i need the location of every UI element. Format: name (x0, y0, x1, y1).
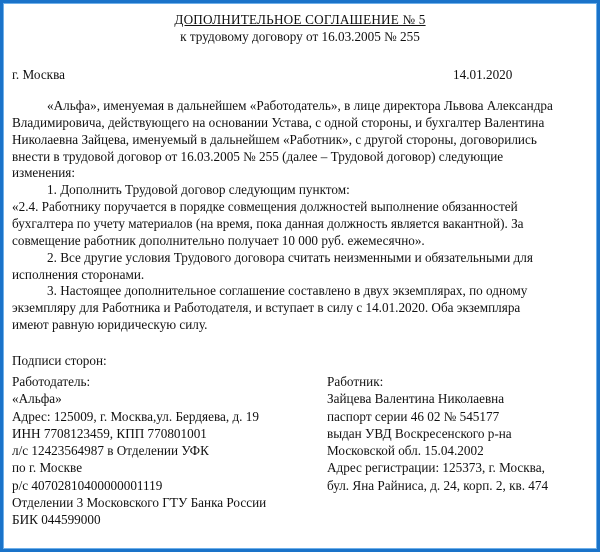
employer-line: Отделении 3 Московского ГТУ Банка России (12, 495, 267, 511)
body-line: бухгалтера по учету материалов (на время, пока данная должность является вакантной). За (12, 216, 524, 231)
employee-block (327, 373, 548, 494)
employer-block (12, 373, 266, 529)
body-line: «2.4. Работнику поручается в порядке совмещения должностей выполнение обязанностей (12, 199, 518, 214)
body-line: 1. Дополнить Трудовой договор следующим пунктом: (47, 182, 350, 197)
employer-line: л/с 12423564987 в Отделении УФК (12, 443, 209, 459)
employee-line: Адрес регистрации: 125373, г. Москва, (327, 460, 545, 476)
body-line: Владимировича, действующего на основании Устава, с одной стороны, и бухгалтер Валентина (12, 115, 545, 130)
city: г. Москва (12, 67, 65, 82)
signatures-heading: Подписи сторон: (12, 353, 107, 368)
body-line: изменения: (12, 165, 76, 180)
employer-line: БИК 044599000 (12, 512, 101, 528)
employer-label: Работодатель: (12, 374, 91, 389)
body-line: имеют равную юридическую силу. (12, 317, 208, 332)
body-line: «Альфа», именуемая в дальнейшем «Работодатель», в лице директора Львова Александра (47, 98, 553, 113)
body-line: 2. Все другие условия Трудового договора считать неизменными и обязательными для (47, 250, 533, 265)
date: 14.01.2020 (453, 67, 513, 82)
document-title: ДОПОЛНИТЕЛЬНОЕ СОГЛАШЕНИЕ № 5 (174, 12, 426, 27)
employer-line: ИНН 7708123459, КПП 770801001 (12, 425, 207, 441)
employer-line: Адрес: 125009, г. Москва,ул. Бердяева, д. 19 (12, 408, 259, 424)
employer-line: по г. Москве (12, 460, 83, 476)
employer-line: «Альфа» (12, 391, 62, 407)
body-line: экземпляру для Работника и Работодателя, и вступает в силу с 14.01.2020. Оба экземпляра (12, 300, 521, 315)
employee-line: Московской обл. 15.04.2002 (327, 443, 484, 459)
body-line: внести в трудовой договор от 16.03.2005 № 255 (далее – Трудовой договор) следующие (12, 149, 504, 164)
body-line: Николаевна Зайцева, именуемый в дальнейшем «Работник», с другой стороны, договорились (12, 132, 537, 147)
employee-label: Работник: (327, 374, 384, 389)
employer-line: р/с 40702810400000001119 (12, 477, 163, 493)
employee-line: Зайцева Валентина Николаевна (327, 391, 505, 407)
document-subtitle: к трудовому договору от 16.03.2005 № 255 (180, 29, 420, 44)
body-line: совмещение работник дополнительно получает 10 000 руб. ежемесячно». (12, 233, 425, 248)
employee-line: бул. Яна Райниса, д. 24, корп. 2, кв. 474 (327, 477, 549, 493)
body-line: 3. Настоящее дополнительное соглашение составлено в двух экземплярах, по одному (47, 283, 528, 298)
body-line: исполнения сторонами. (12, 267, 145, 282)
employee-line: паспорт серии 46 02 № 545177 (327, 408, 500, 424)
employee-line: выдан УВД Воскресенского р-на (327, 425, 512, 441)
